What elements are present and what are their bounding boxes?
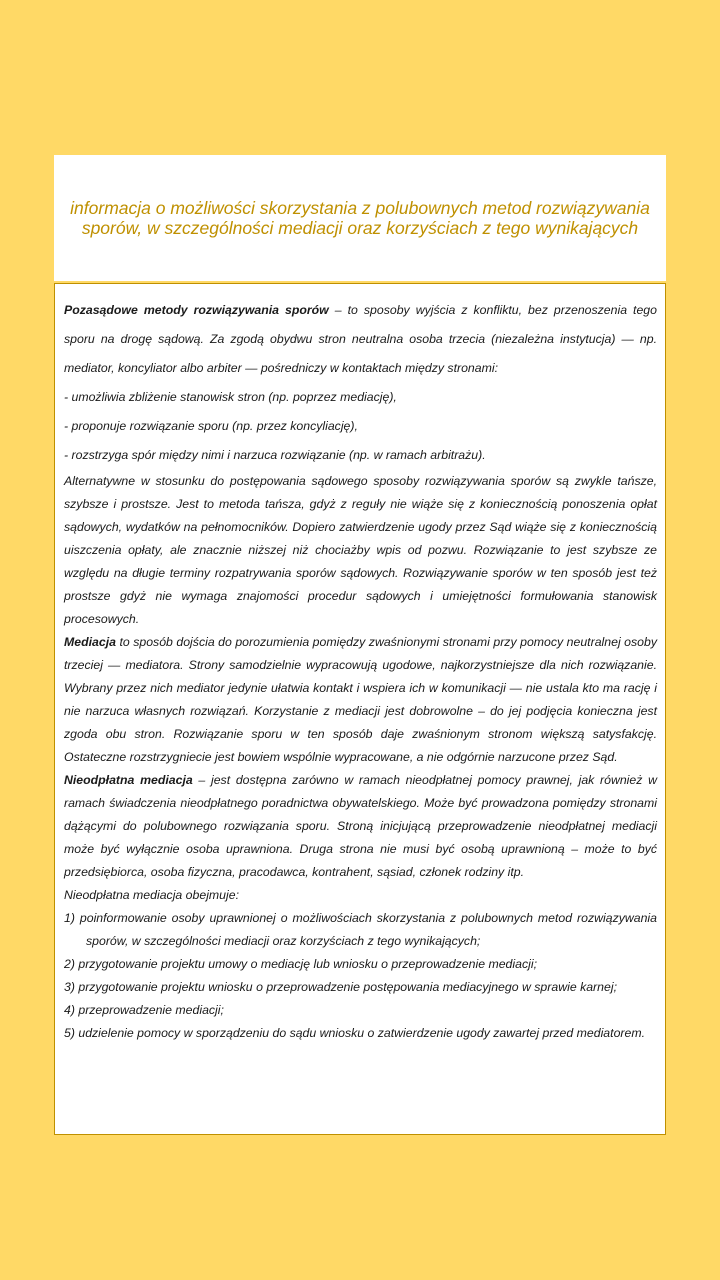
list-item: 3) przygotowanie projektu wniosku o przeprowadzenie postępowania mediacyjnego w sprawie karnej; bbox=[64, 980, 617, 994]
free-mediation-term: Nieodpłatna mediacja bbox=[64, 773, 193, 787]
content-panel bbox=[54, 283, 666, 1135]
alternatives-paragraph: Alternatywne w stosunku do postępowania sądowego sposoby rozwiązywania sporów są zwykle tańsze, szybsze i prostsze. Jest to metoda tańsza, gdyż z reguły nie wiąże się z koniecznością ponoszenia opłat sądowych, wydatków na pełnomocników. Dopiero zatwierdzenie ugody przez Sąd wiąże się z koniecznością uiszczenia opłaty, ale znacznie niższej niż chociażby wpis od pozwu. Rozwiązanie to jest szybsze ze względu na długie terminy rozpatrywania sporów sądowych. Rozwiązywanie sporów w ten sposób jest też prostsze gdyż nie wymaga znajomości procedur sądowych i umiejętności formułowania stanowisk procesowych. bbox=[64, 474, 657, 626]
list-item: 1) poinformowanie osoby uprawnionej o możliwościach skorzystania z polubownych metod rozwiązywania sporów, w szczególności mediacji oraz korzyściach z tego wynikających; bbox=[64, 911, 657, 948]
mediation-paragraph bbox=[64, 631, 657, 769]
intro-item: - umożliwia zbliżenie stanowisk stron (np. poprzez mediację), bbox=[64, 390, 397, 404]
mediation-text: to sposób dojścia do porozumienia pomiędzy zwaśnionymi stronami przy pomocy neutralnej osoby trzeciej — mediatora. Strony samodzielnie wypracowują ugodowe, najkorzystniejsze dla nich rozwiązanie. Wybrany przez nich mediator jedynie ułatwia kontakt i wspiera ich w komunikacji — nie ustala kto ma rację i nie narzuca własnych rozwiązań. Korzystanie z mediacji jest dobrowolne – do jej podjęcia konieczna jest zgoda obu stron. Rozwiązanie sporu w ten sposób daje zwaśnionym stronom większą satysfakcję. Ostateczne rozstrzygniecie jest bowiem wspólnie wypracowane, a nie odgórnie narzucone przez Sąd. bbox=[64, 635, 657, 764]
list-item: 5) udzielenie pomocy w sporządzeniu do sądu wniosku o zatwierdzenie ugody zawartej przed mediatorem. bbox=[64, 1026, 645, 1040]
free-mediation-paragraph bbox=[64, 769, 657, 884]
list-item: 2) przygotowanie projektu umowy o mediację lub wniosku o przeprowadzenie mediacji; bbox=[64, 957, 537, 971]
mediation-term: Mediacja bbox=[64, 635, 116, 649]
intro-block bbox=[64, 296, 657, 470]
free-mediation-text: – jest dostępna zarówno w ramach nieodpłatnej pomocy prawnej, jak również w ramach świadczenia nieodpłatnego poradnictwa obywatelskiego. Może być prowadzona pomiędzy stronami dążącymi do polubownego rozwiązania sporu. Stroną inicjującą przeprowadzenie nieodpłatnej mediacji może być wyłącznie osoba uprawniona. Druga strona nie musi być osobą uprawnioną – może to być przedsiębiorca, osoba fizyczna, pracodawca, kontrahent, sąsiad, członek rodziny itp. bbox=[64, 773, 657, 879]
intro-text: – to sposoby wyjścia z konfliktu, bez przenoszenia tego sporu na drogę sądową. Za zgodą obydwu stron neutralna osoba trzecia (niezależna instytucja) — np. mediator, koncyliator albo arbiter — pośredniczy w kontaktach między stronami: bbox=[64, 303, 657, 375]
intro-item: - rozstrzyga spór między nimi i narzuca rozwiązanie (np. w ramach arbitrażu). bbox=[64, 448, 486, 462]
includes-heading: Nieodpłatna mediacja obejmuje: bbox=[64, 888, 239, 902]
intro-paragraph bbox=[64, 296, 657, 383]
intro-term: Pozasądowe metody rozwiązywania sporów bbox=[64, 303, 329, 317]
intro-item: - proponuje rozwiązanie sporu (np. przez koncyliację), bbox=[64, 419, 358, 433]
includes-list bbox=[64, 907, 657, 1045]
page-title: informacja o możliwości skorzystania z polubownych metod rozwiązywania sporów, w szczególności mediacji oraz korzyściach z tego wynikających bbox=[70, 198, 650, 238]
list-item: 4) przeprowadzenie mediacji; bbox=[64, 1003, 224, 1017]
header-panel bbox=[54, 155, 666, 281]
